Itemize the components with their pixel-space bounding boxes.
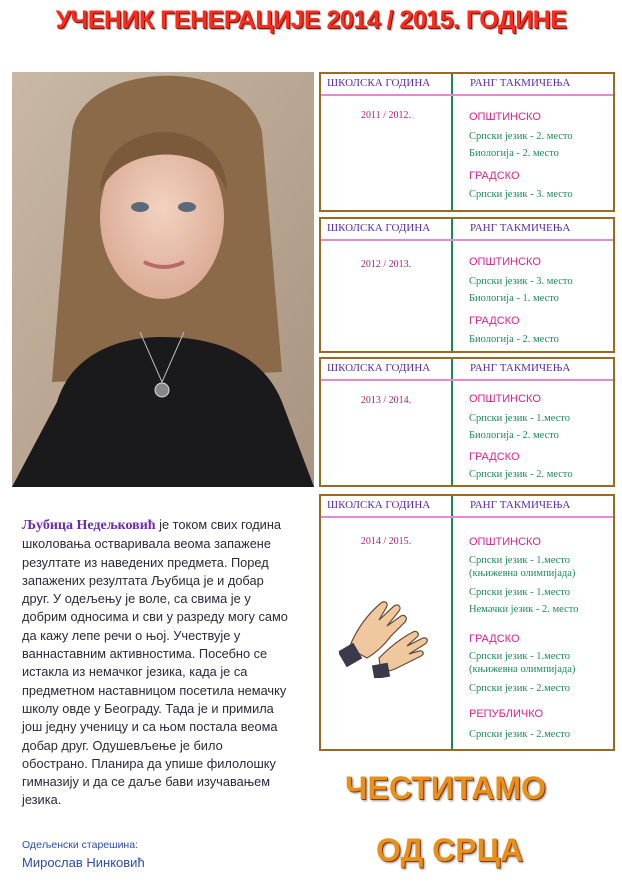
result-item: Српски језик - 3. место	[469, 276, 573, 287]
result-item: Биологија - 2. место	[469, 334, 559, 345]
result-item: (књижевна олимпијада)	[469, 664, 576, 675]
result-item: Српски језик - 2.место	[469, 683, 571, 694]
result-item: Српски језик - 2. место	[469, 469, 573, 480]
school-year: 2014 / 2015.	[360, 536, 412, 547]
header-rank: РАНГ ТАКМИЧЕЊА	[470, 499, 571, 511]
level-label: ГРАДСКО	[469, 633, 520, 645]
header-rank: РАНГ ТАКМИЧЕЊА	[470, 77, 571, 89]
result-item: Српски језик - 3. место	[469, 189, 573, 200]
table-header	[321, 496, 613, 518]
student-photo	[12, 72, 314, 487]
congrats-line-1: ЧЕСТИТАМО	[345, 770, 546, 806]
student-name: Љубица Недељковић	[22, 518, 156, 533]
level-label: ОПШТИНСКО	[469, 256, 541, 268]
page-title: УЧЕНИК ГЕНЕРАЦИЈЕ 2014 / 2015. ГОДИНЕ	[55, 6, 567, 34]
year-box-1	[319, 72, 615, 212]
result-item: Српски језик - 1.место	[469, 555, 571, 566]
school-year: 2012 / 2013.	[360, 259, 412, 270]
school-year: 2013 / 2014.	[360, 395, 412, 406]
header-year: ШКОЛСКА ГОДИНА	[327, 222, 431, 234]
level-label: ОПШТИНСКО	[469, 111, 541, 123]
level-label: ОПШТИНСКО	[469, 393, 541, 405]
year-box-4	[319, 494, 615, 751]
teacher-label: Одељенски старешина:	[22, 839, 138, 851]
table-header	[321, 359, 613, 381]
header-rank: РАНГ ТАКМИЧЕЊА	[470, 222, 571, 234]
result-item: Српски језик - 1.место	[469, 587, 571, 598]
table-header	[321, 219, 613, 241]
clapping-hands-icon	[339, 588, 435, 683]
header-year: ШКОЛСКА ГОДИНА	[327, 77, 431, 89]
level-label: ГРАДСКО	[469, 315, 520, 327]
congrats-line-2: ОД СРЦА	[376, 832, 524, 868]
table-header	[321, 74, 613, 96]
result-item: (књижевна олимпијада)	[469, 568, 576, 579]
result-item: Српски језик - 2. место	[469, 131, 573, 142]
year-box-2	[319, 217, 615, 353]
level-label: ГРАДСКО	[469, 451, 520, 463]
result-item: Српски језик - 2.место	[469, 729, 571, 740]
level-label: ОПШТИНСКО	[469, 536, 541, 548]
header-year: ШКОЛСКА ГОДИНА	[327, 499, 431, 511]
result-item: Српски језик - 1.место	[469, 413, 571, 424]
column-divider	[451, 496, 453, 749]
teacher-name: Мирослав Нинковић	[22, 855, 145, 870]
description-text: је током свих година школовања остваривала веома запажене резултате из наведених предмета. Поред запажених резултата Љубица је и добар друг. У одељењу је воле, са свима је у добрим односима и сви у разреду могу само да кажу лепе речи о њој. Учествује у ваннаставним активностима. Посебно се истакла из немачког језика, када је са предметном наставницом посетила немачку школу овде у Београду. Тада је и примила још једну ученицу и са њом постала веома добар друг. Одушевљење је било обострано. Планира да упише филолошку гимназију и да се даље бави изучавањем језика.	[22, 517, 288, 808]
header-rank: РАНГ ТАКМИЧЕЊА	[470, 362, 571, 374]
result-item: Немачки језик - 2. место	[469, 604, 579, 615]
school-year: 2011 / 2012.	[361, 110, 411, 121]
result-item: Биологија - 1. место	[469, 293, 559, 304]
result-item: Српски језик - 1.место	[469, 651, 571, 662]
year-box-3	[319, 357, 615, 487]
header-year: ШКОЛСКА ГОДИНА	[327, 362, 431, 374]
level-label: ГРАДСКО	[469, 170, 520, 182]
student-description	[22, 516, 290, 810]
result-item: Биологија - 2. место	[469, 148, 559, 159]
level-label: РЕПУБЛИЧКО	[469, 708, 544, 720]
result-item: Биологија - 2. место	[469, 430, 559, 441]
